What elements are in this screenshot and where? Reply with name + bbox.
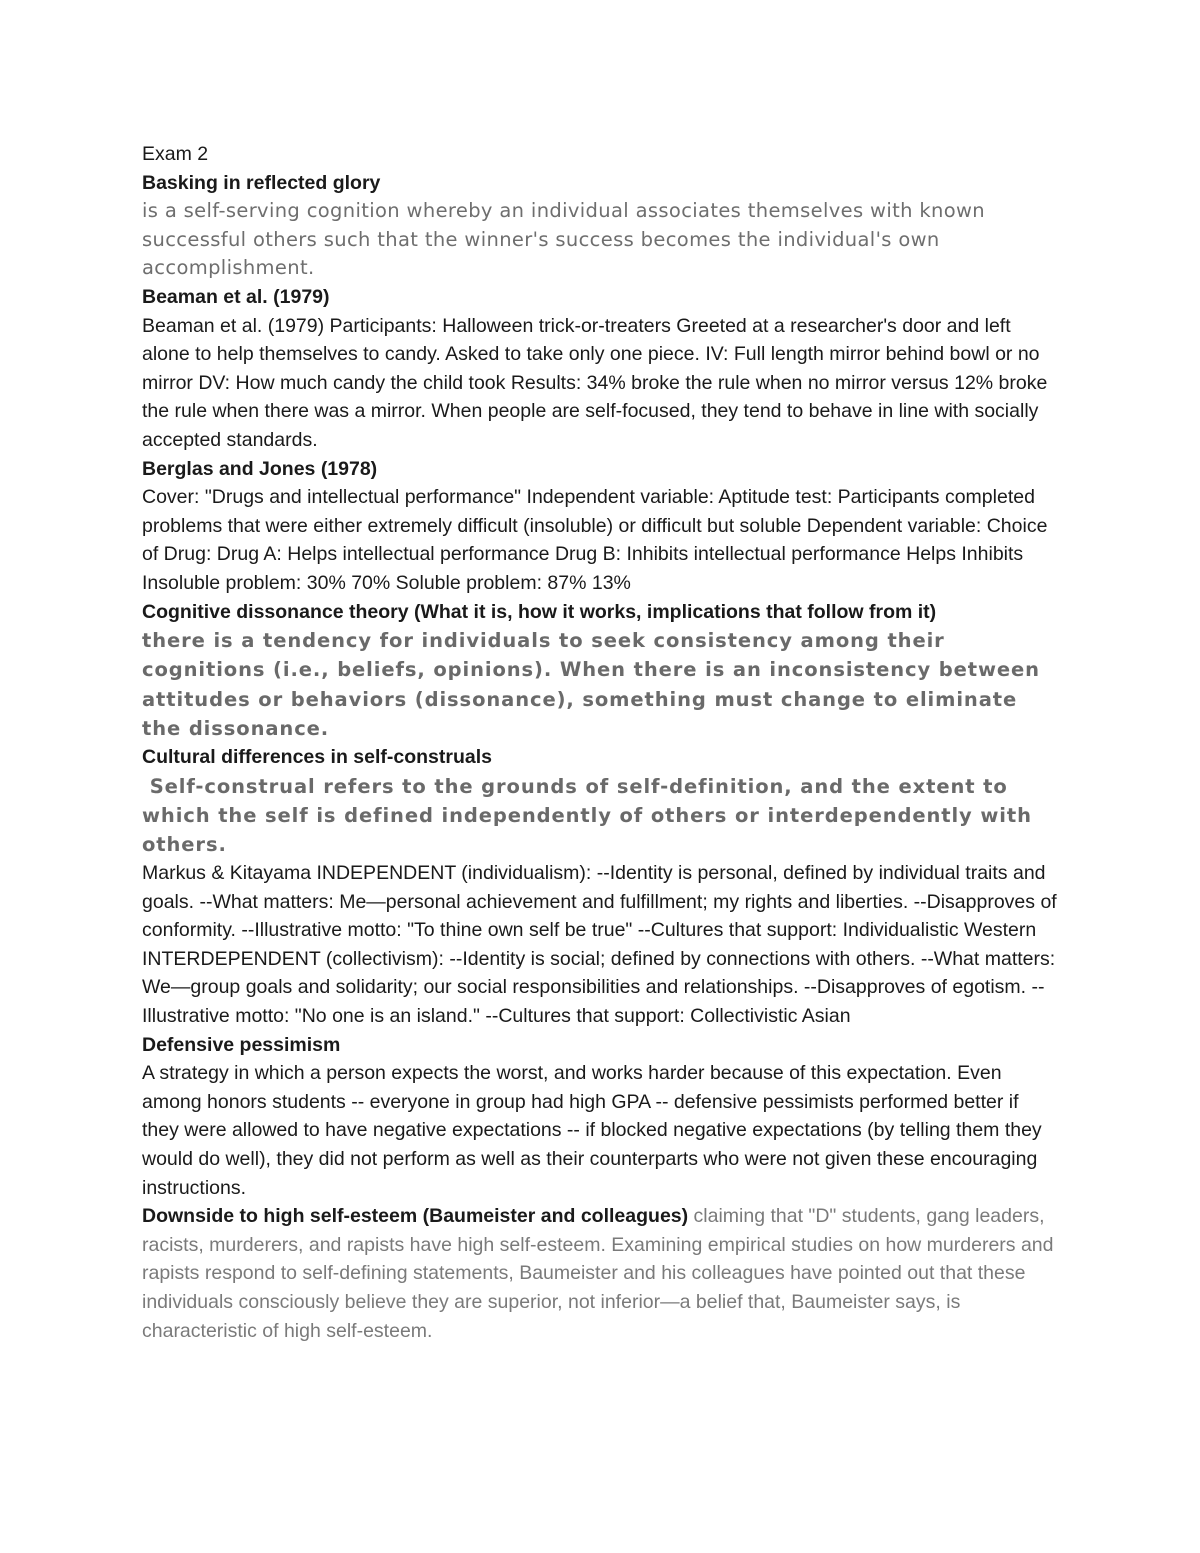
heading-berglas-and-jones: Berglas and Jones (1978) [142,457,378,480]
body-markus-kitayama: Markus & Kitayama INDEPENDENT (individualism): --Identity is personal, defined by individual traits and goals. --What matters: Me—personal achievement and fulfillment; my rights and liberties. --Disapproves of conformity. --Illustrative motto: "To thine own self be true" --Cultures that support: Individualistic Western INTERDEPENDENT (collectivism): --Identity is social; defined by connections with others. --What matters: We—group goals and solidarity; our social responsibilities and relationships. --Disapproves of egotism. --Illustrative motto: "No one is an island." --Cultures that support: Collectivistic Asian [142,862,1057,1028]
paragraph-downside-high-self-esteem [142,1202,1060,1345]
heading-cognitive-dissonance-theory: Cognitive dissonance theory (What it is, how it works, implications that follow from it) [142,600,937,623]
body-defensive-pessimism: A strategy in which a person expects the worst, and works harder because of this expectation. Even among honors students -- everyone in group had high GPA -- defensive pessimists performed better if they were allowed to have negative expectations -- if blocked negative expectations (by telling them they would do well), they did not perform as well as their counterparts who were not given these encouraging instructions. [142,1062,1042,1199]
heading-basking-in-reflected-glory: Basking in reflected glory [142,171,381,194]
heading-downside-high-self-esteem: Downside to high self-esteem (Baumeister and colleagues) [142,1205,689,1228]
body-beaman-et-al: Beaman et al. (1979) Participants: Halloween trick-or-treaters Greeted at a researcher's door and left alone to help themselves to candy. Asked to take only one piece. IV: Full length mirror behind bowl or no mirror DV: How much candy the child took Results: 34% broke the rule when no mirror versus 12% broke the rule when there was a mirror. When people are self-focused, they tend to behave in line with socially accepted standards. [142,314,1048,451]
heading-cultural-differences-self-construals: Cultural differences in self-construals [142,745,493,768]
definition-basking-in-reflected-glory: is a self-serving cognition whereby an individual associates themselves with known successful others such that the winner's success becomes the individual's own accomplishment. [142,199,986,280]
document-page [142,140,1060,1345]
body-berglas-and-jones: Cover: "Drugs and intellectual performance" Independent variable: Aptitude test: Participants completed problems that were either extremely difficult (insoluble) or difficult but soluble Dependent variable: Choice of Drug: Drug A: Helps intellectual performance Drug B: Inhibits intellectual performance Helps Inhibits Insoluble problem: 30% 70% Soluble problem: 87% 13% [142,486,1048,594]
heading-defensive-pessimism: Defensive pessimism [142,1033,341,1056]
body-downside-high-self-esteem: claiming that "D" students, gang leaders, racists, murderers, and rapists have high self-esteem. Examining empirical studies on how murderers and rapists respond to self-defining statements, Baumeister and his colleagues have pointed out that these individuals consciously believe they are superior, not inferior—a belief that, Baumeister says, is characteristic of high self-esteem. [142,1205,1054,1342]
definition-cognitive-dissonance-theory: there is a tendency for individuals to seek consistency among their cognitions (i.e., beliefs, opinions). When there is an inconsistency between attitudes or behaviors (dissonance), something must change to eliminate the dissonance. [142,629,1040,740]
definition-self-construal: Self-construal refers to the grounds of self-definition, and the extent to which the self is defined independently of others or interdependently with others. [142,774,1040,856]
document-title: Exam 2 [142,143,209,165]
heading-beaman-et-al: Beaman et al. (1979) [142,285,330,308]
